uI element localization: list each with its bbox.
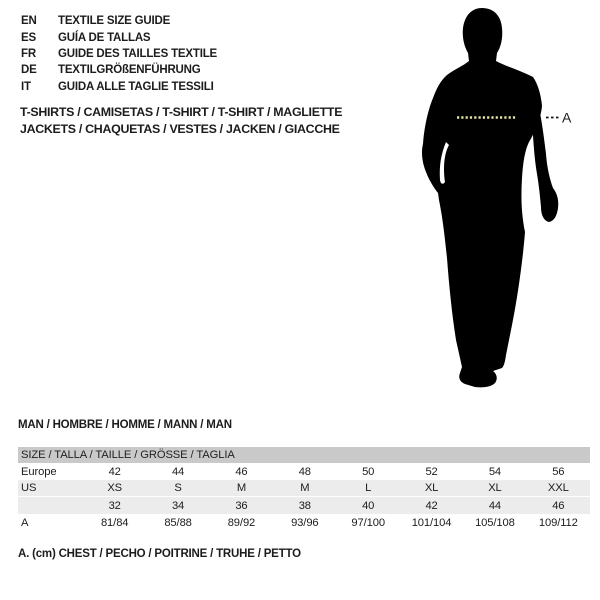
- table-cell: XXL: [547, 482, 569, 494]
- table-cell: 81/84: [100, 516, 129, 529]
- lang-code: FR: [21, 47, 36, 60]
- measurement-label-a: A: [562, 109, 572, 126]
- language-guide-list: [21, 13, 217, 95]
- table-row-europe: [18, 463, 590, 480]
- table-cell: 97/100: [351, 516, 385, 529]
- table-row-uk: [18, 497, 590, 514]
- table-cell: M: [236, 482, 247, 494]
- lang-code: EN: [21, 15, 37, 28]
- table-cell: 56: [552, 465, 565, 478]
- table-cell: XL: [488, 482, 502, 494]
- category-tshirts: T-SHIRTS / CAMISETAS / T-SHIRT / T-SHIRT / MAGLIETTE: [20, 105, 343, 119]
- table-cell: 40: [362, 499, 375, 512]
- table-cell: 46: [552, 499, 565, 512]
- size-table-header: SIZE / TALLA / TAILLE / GRÖSSE / TAGLIA: [18, 447, 590, 463]
- table-cell: 85/88: [164, 516, 192, 529]
- table-cell: 89/92: [227, 516, 256, 529]
- table-cell: 42: [108, 465, 121, 478]
- lang-code: IT: [21, 80, 31, 93]
- lang-row-fr: [21, 46, 217, 62]
- lang-code: DE: [21, 64, 37, 77]
- row-label: US: [21, 482, 37, 494]
- table-cell: M: [300, 482, 310, 494]
- table-cell: 52: [425, 465, 438, 478]
- lang-row-it: [21, 79, 217, 95]
- size-table: [18, 447, 590, 531]
- table-cell: 32: [108, 499, 121, 512]
- lang-row-en: [21, 13, 217, 29]
- table-cell: 93/96: [291, 516, 319, 529]
- table-cell: 42: [425, 499, 438, 512]
- man-body-shape: [422, 8, 542, 387]
- lang-code: ES: [21, 31, 36, 44]
- table-cell: S: [174, 482, 182, 494]
- man-silhouette-svg: [405, 0, 600, 400]
- table-cell: 50: [362, 465, 375, 478]
- table-row-us: [18, 480, 590, 497]
- table-cell: 46: [235, 465, 248, 478]
- table-cell: 38: [298, 499, 311, 512]
- category-jackets: JACKETS / CHAQUETAS / VESTES / JACKEN / GIACCHE: [20, 122, 340, 136]
- table-cell: 54: [488, 465, 502, 478]
- table-cell: 101/104: [411, 516, 452, 529]
- table-cell: 44: [488, 499, 502, 512]
- table-cell: 36: [235, 499, 248, 512]
- table-cell: 44: [171, 465, 185, 478]
- lang-row-de: [21, 62, 217, 78]
- table-row-chest-a: [18, 514, 590, 531]
- man-silhouette-figure: [405, 0, 600, 400]
- table-cell: 34: [171, 499, 185, 512]
- lang-text: TEXTILGRÖßENFÜHRUNG: [58, 64, 201, 77]
- row-label: A: [21, 516, 29, 529]
- table-cell: 48: [298, 465, 311, 478]
- table-cell: L: [365, 482, 372, 494]
- lang-row-es: [21, 29, 217, 45]
- lang-text: GUIDA ALLE TAGLIE TESSILI: [58, 80, 214, 93]
- lang-text: TEXTILE SIZE GUIDE: [58, 15, 171, 28]
- lang-text: GUÍA DE TALLAS: [58, 31, 151, 44]
- table-cell: XL: [424, 482, 439, 494]
- garment-categories: [20, 104, 342, 138]
- section-title-man: MAN / HOMBRE / HOMME / MANN / MAN: [18, 419, 232, 431]
- chest-footnote: A. (cm) CHEST / PECHO / POITRINE / TRUHE / PETTO: [18, 548, 301, 560]
- row-label: Europe: [21, 465, 57, 478]
- table-cell: 105/108: [475, 516, 515, 529]
- table-cell: 109/112: [538, 516, 578, 529]
- lang-text: GUIDE DES TAILLES TEXTILE: [58, 47, 217, 60]
- table-cell: XS: [107, 482, 123, 494]
